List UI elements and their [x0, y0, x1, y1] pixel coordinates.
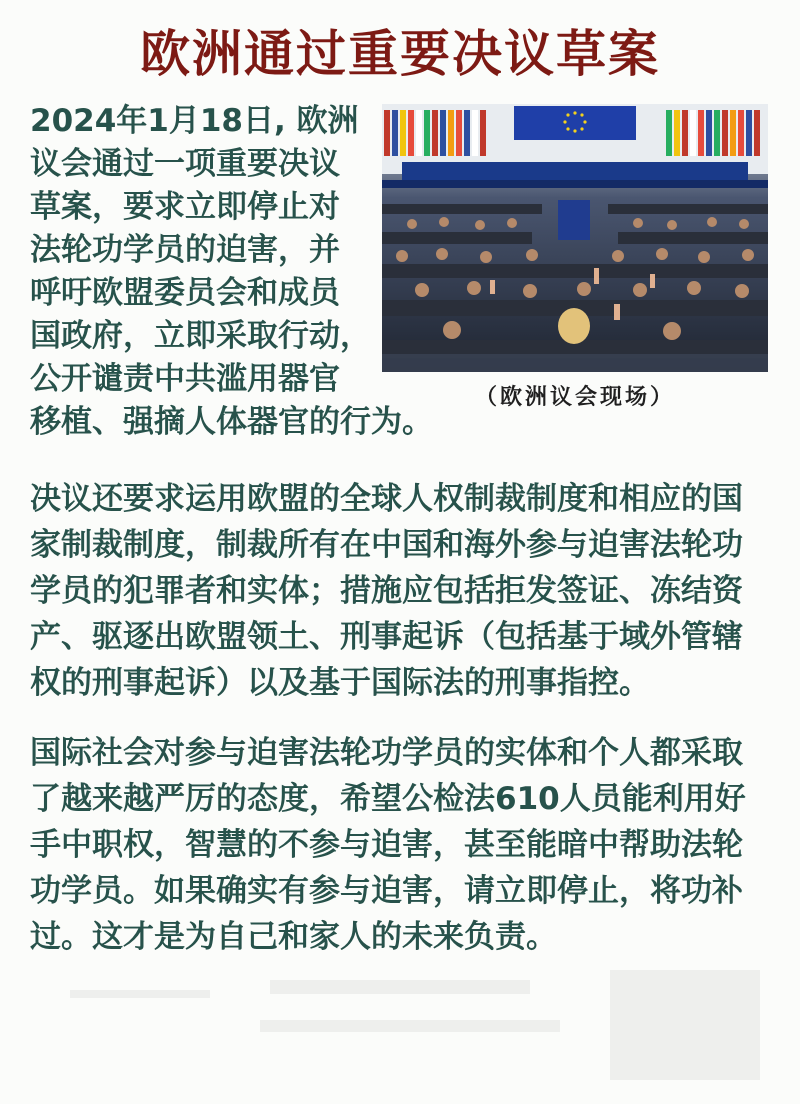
- paragraph-line: 国际社会对参与迫害法轮功学员的实体和个人都采取: [30, 735, 743, 771]
- intro-line: 法轮功学员的迫害，并: [30, 232, 340, 268]
- intro-line: 2024年1月18日, 欧洲: [30, 103, 359, 139]
- parliament-photo-illustration: [382, 104, 768, 372]
- faded-background-artwork: [0, 950, 800, 1100]
- parliament-photo: [382, 104, 768, 372]
- intro-line: 议会通过一项重要决议: [30, 146, 340, 182]
- paragraph-line: 了越来越严厉的态度，希望公检法610人员能利用好: [30, 781, 746, 817]
- intro-line: 呼吁欧盟委员会和成员: [30, 275, 340, 311]
- intro-line: 国政府，立即采取行动，: [30, 318, 371, 354]
- page-title: 欧洲通过重要决议草案: [140, 25, 660, 83]
- paragraph-line: 决议还要求运用欧盟的全球人权制裁制度和相应的国: [30, 481, 743, 517]
- paragraph-line: 手中职权，智慧的不参与迫害，甚至能暗中帮助法轮: [30, 827, 743, 863]
- paragraph-sanctions: [30, 476, 770, 706]
- intro-line: 公开谴责中共滥用器官: [30, 361, 340, 397]
- paragraph-appeal: [30, 730, 770, 960]
- paragraph-line: 过。这才是为自己和家人的未来负责。: [30, 919, 557, 955]
- eu-flag-icon: [514, 106, 636, 140]
- paragraph-line: 产、驱逐出欧盟领土、刑事起诉（包括基于域外管辖: [30, 619, 743, 655]
- intro-line: 移植、强摘人体器官的行为。: [30, 404, 433, 440]
- intro-line: 草案，要求立即停止对: [30, 189, 340, 225]
- paragraph-line: 家制裁制度，制裁所有在中国和海外参与迫害法轮功: [30, 527, 743, 563]
- paragraph-line: 学员的犯罪者和实体；措施应包括拒发签证、冻结资: [30, 573, 743, 609]
- paragraph-line: 功学员。如果确实有参与迫害，请立即停止，将功补: [30, 873, 743, 909]
- photo-caption: （欧洲议会现场）: [474, 385, 675, 410]
- paragraph-line: 权的刑事起诉）以及基于国际法的刑事指控。: [30, 665, 650, 701]
